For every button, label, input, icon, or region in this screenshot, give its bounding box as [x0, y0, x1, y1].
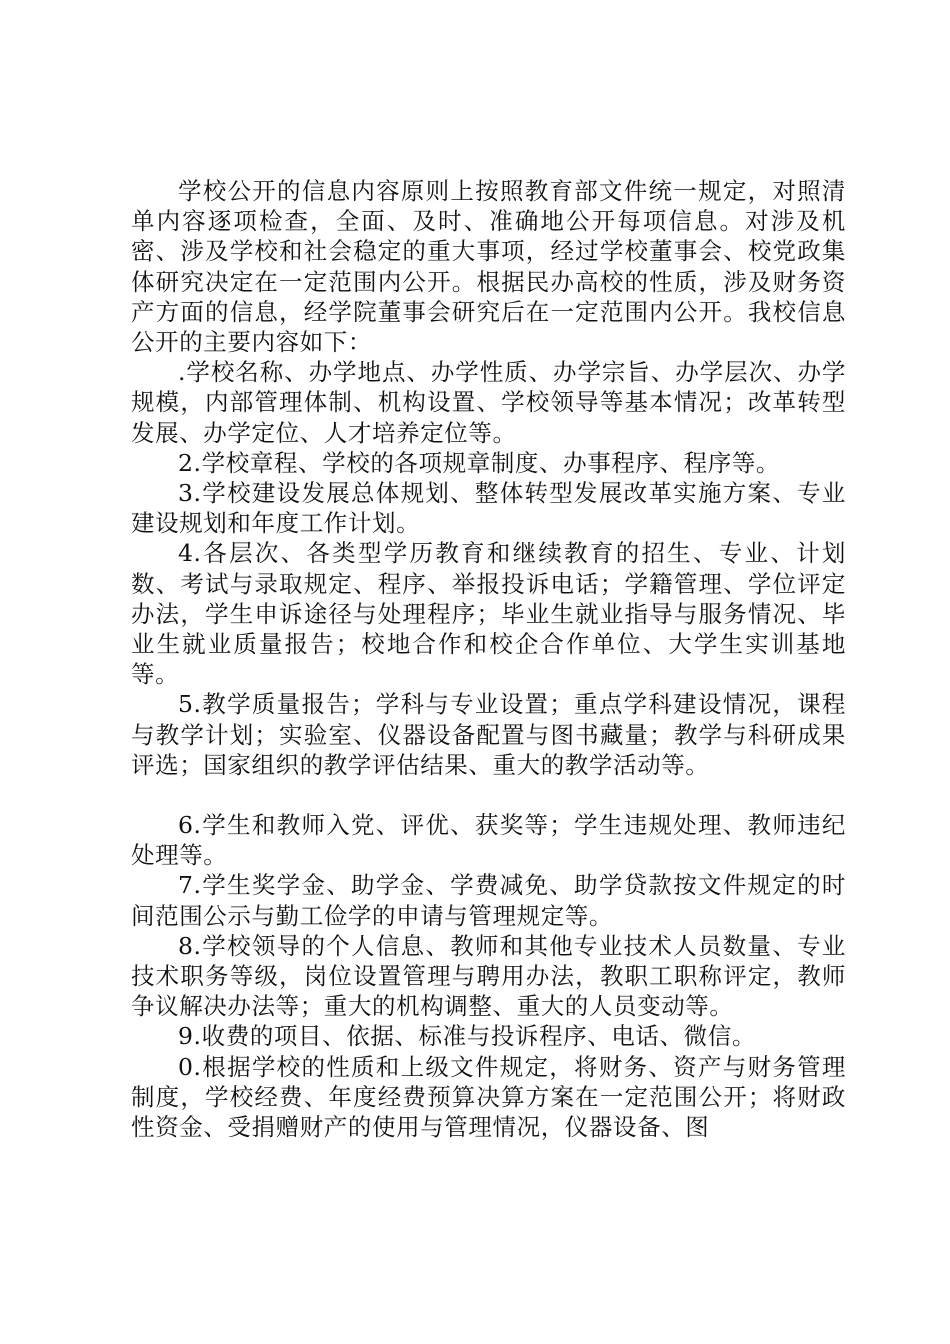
list-item-7: 7.学生奖学金、助学金、学费减免、助学贷款按文件规定的时间范围公示与勤工俭学的申请与管理规定等。 — [131, 871, 846, 930]
list-item-9: 9.收费的项目、依据、标准与投诉程序、电话、微信。 — [178, 1022, 756, 1051]
list-item-10: 0.根据学校的性质和上级文件规定，将财务、资产与财务管理制度，学校经费、年度经费预算决算方案在一定范围公开；将财政性资金、受捐赠财产的使用与管理情况，仪器设备、图 — [131, 1052, 846, 1142]
list-item-5: 5.教学质量报告；学科与专业设置；重点学科建设情况，课程与教学计划；实验室、仪器设备配置与图书藏量；教学与科研成果评选；国家组织的教学评估结果、重大的教学活动等。 — [131, 690, 846, 779]
list-item-4: 4.各层次、各类型学历教育和继续教育的招生、专业、计划数、考试与录取规定、程序、举报投诉电话；学籍管理、学位评定办法，学生申诉途径与处理程序；毕业生就业指导与服务情况、毕业生就业质量报告；校地合作和校企合作单位、大学生实训基地等。 — [131, 539, 846, 689]
document-body — [131, 176, 846, 1142]
intro-paragraph: 学校公开的信息内容原则上按照教育部文件统一规定，对照清单内容逐项检查，全面、及时、准确地公开每项信息。对涉及机密、涉及学校和社会稳定的重大事项，经过学校董事会、校党政集体研究决定在一定范围内公开。根据民办高校的性质，涉及财务资产方面的信息，经学院董事会研究后在一定范围内公开。我校信息公开的主要内容如下： — [131, 177, 846, 357]
list-item-8: 8.学校领导的个人信息、教师和其他专业技术人员数量、专业技术职务等级，岗位设置管理与聘用办法，教职工职称评定，教师争议解决办法等；重大的机构调整、重大的人员变动等。 — [131, 931, 846, 1021]
list-item-1: .学校名称、办学地点、办学性质、办学宗旨、办学层次、办学规模，内部管理体制、机构设置、学校领导等基本情况；改革转型发展、办学定位、人才培养定位等。 — [131, 358, 846, 447]
list-item-6: 6.学生和教师入党、评优、获奖等；学生违规处理、教师违纪处理等。 — [131, 811, 846, 870]
list-item-3: 3.学校建设发展总体规划、整体转型发展改革实施方案、专业建设规划和年度工作计划。 — [131, 479, 846, 538]
list-item-2: 2.学校章程、学校的各项规章制度、办事程序、程序等。 — [178, 448, 781, 477]
